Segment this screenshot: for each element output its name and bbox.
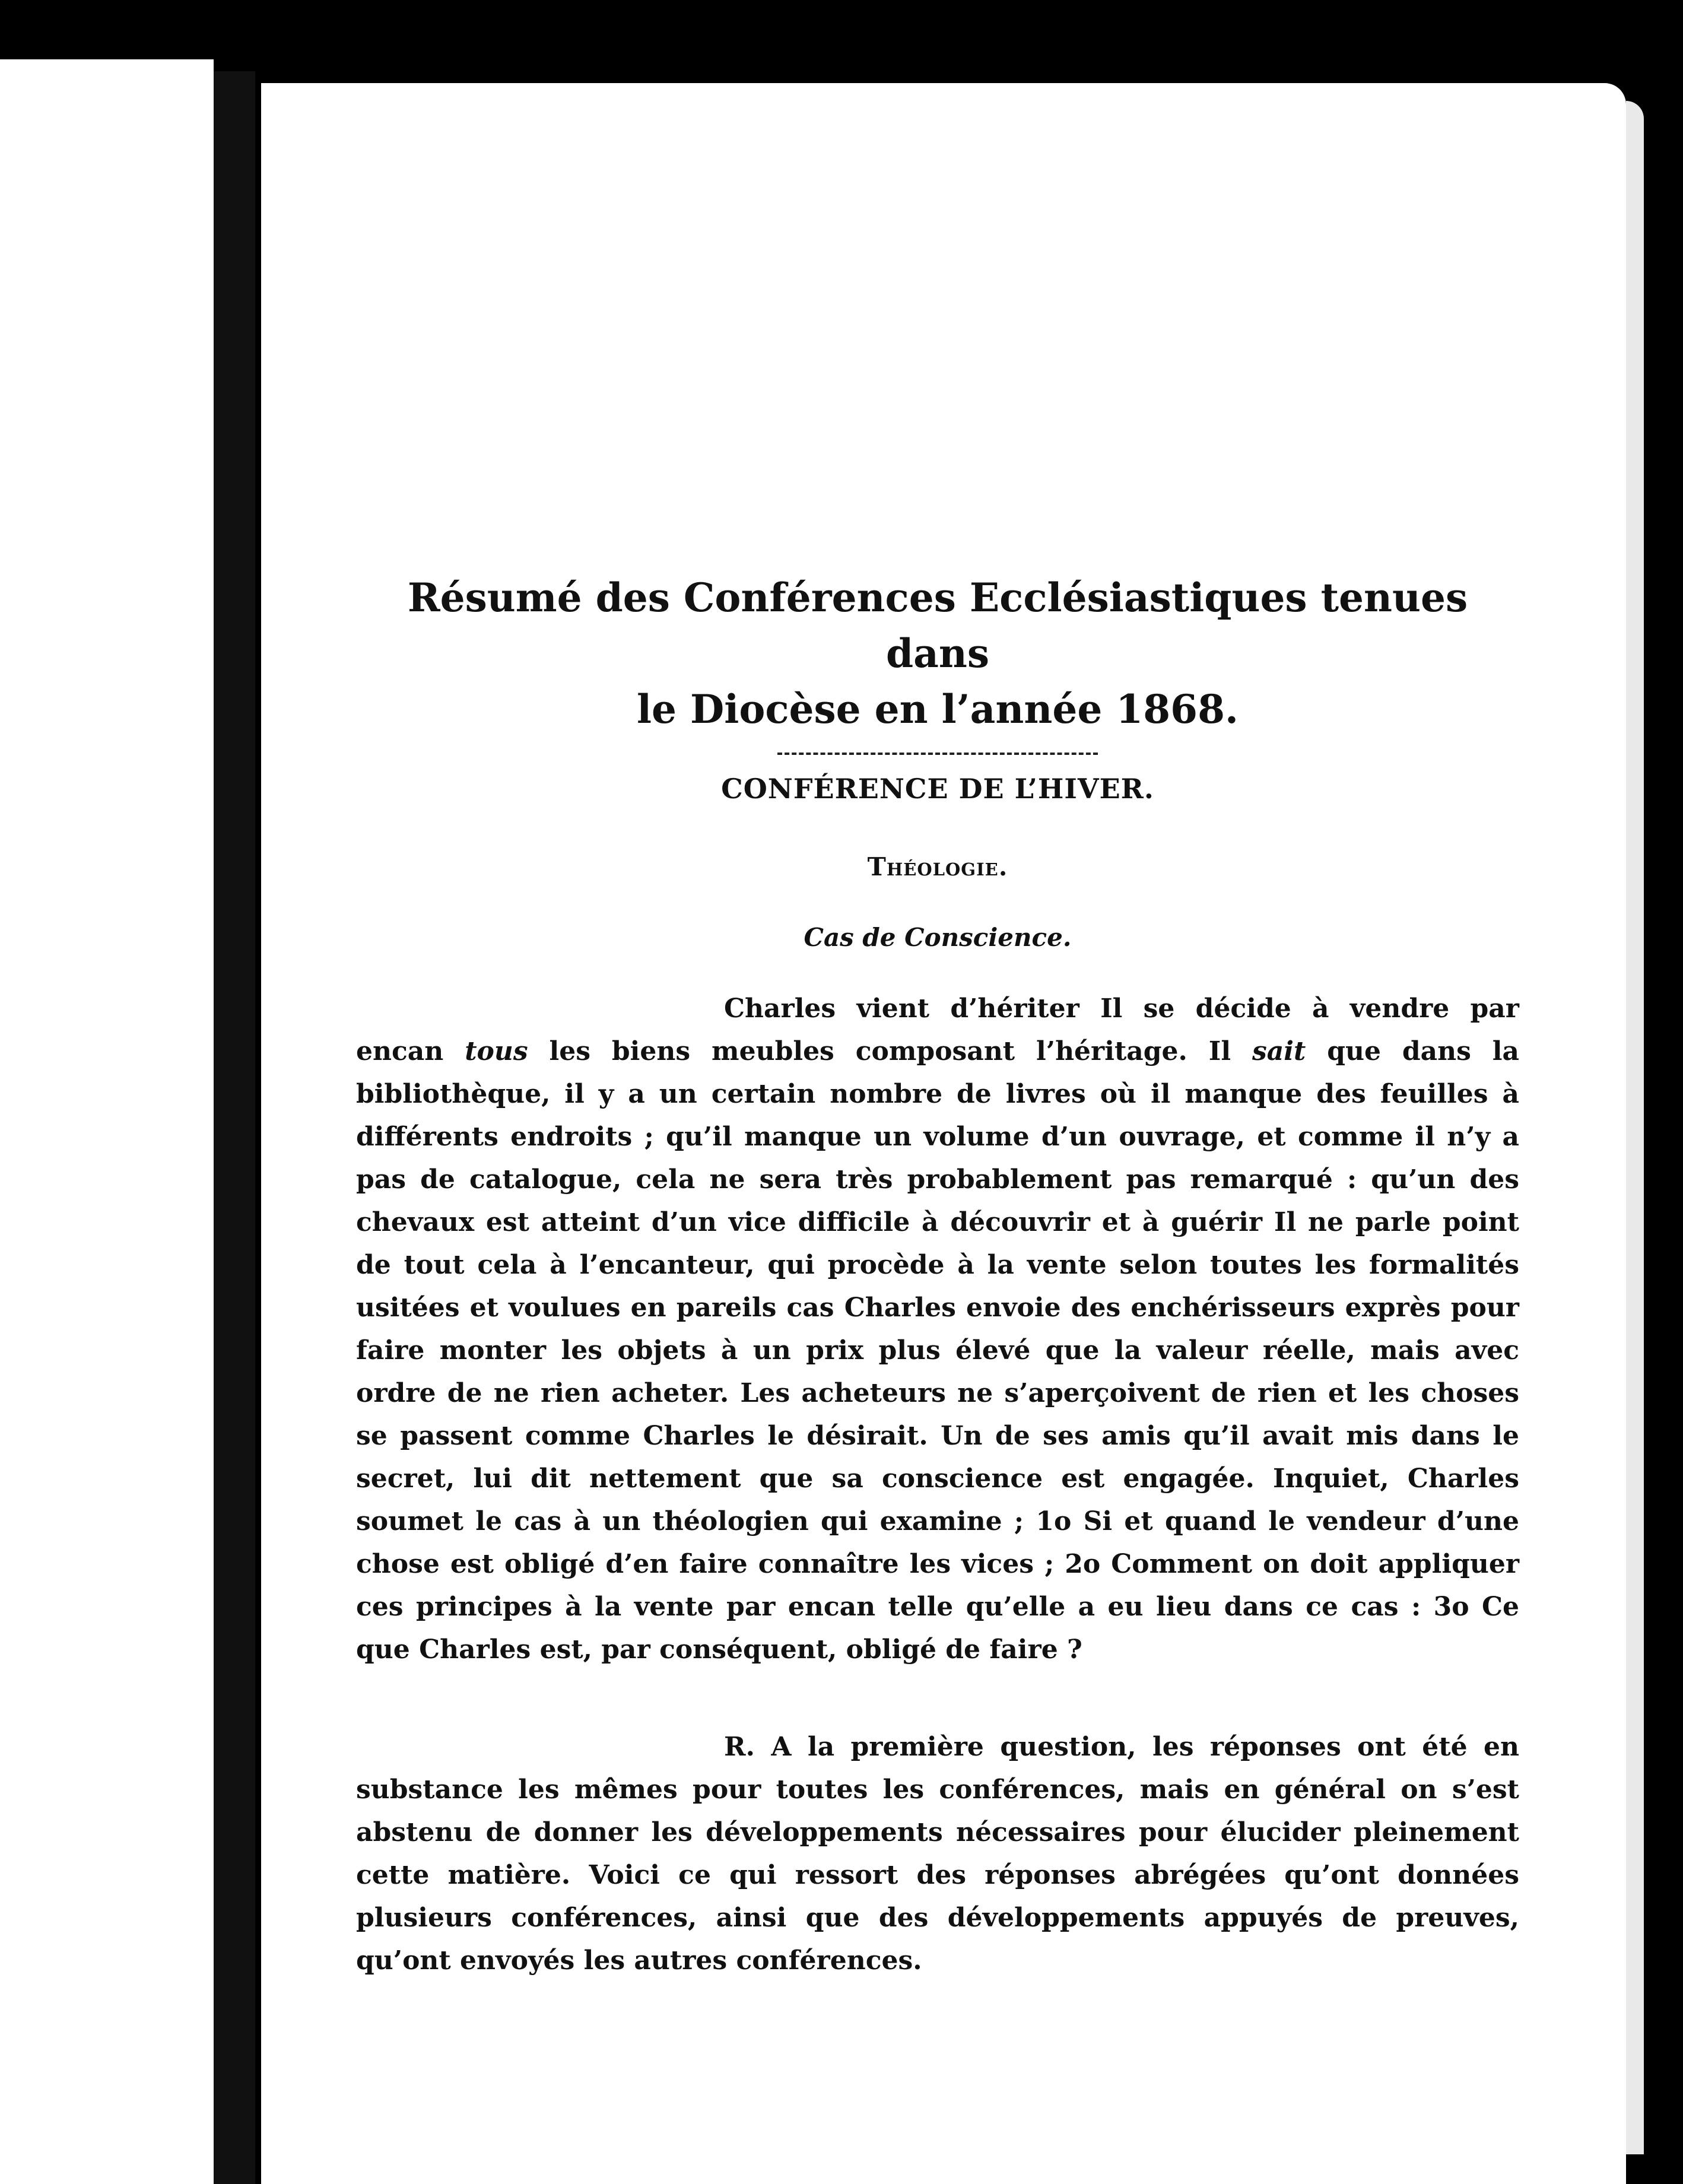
question-text-1: Charles vient d’hériter Il se décide à vendre par encan [356,993,1519,1066]
conference-heading: CONFÉRENCE DE L’HIVER. [721,773,1154,805]
title-line-2: le Diocèse en l’année 1868. [636,686,1239,732]
title-line-1: Résumé des Conférences Ecclésiastiques tenues dans [407,574,1468,677]
question-emphasis-sait: sait [1252,1036,1306,1066]
page-edge [1626,101,1644,2154]
question-text-3: que dans la bibliothèque, il y a un certain nombre de livres où il manque des feuilles à différents endroits ; qu’il manque un volume d’un ouvrage, et comme il n’y a pas de catalogue, cela ne sera très probablement pas remarqué : qu’un des chevaux est atteint d’un vice difficile à découvrir et à guérir Il ne parle point de tout cela à l’encanteur, qui procède à la vente selon toutes les formalités usitées et voulues en pareils cas Charles envoie des enchérisseurs exprès pour faire monter les objets à un prix plus élevé que la valeur réelle, mais avec ordre de ne rien acheter. Les acheteurs ne s’aperçoivent de rien et les choses se passent comme Charles le désirait. Un de ses amis qu’il avait mis dans le secret, lui dit nettement que sa conscience est engagée. Inquiet, Charles soumet le cas à un théologien qui examine ; 1o Si et quand le vendeur d’une chose est obligé d’en faire connaître les vices ; 2o Comment on doit appliquer ces principes à la vente par encan telle qu’elle a eu lieu dans ce cas : 3o Ce que Charles est, par conséquent, obligé de faire ? [356,1036,1520,1665]
question-emphasis-tous: tous [465,1036,528,1066]
section-heading: Théologie. [867,852,1008,881]
left-page-margin [0,59,214,2184]
document-title [356,570,1519,737]
question-text-2: les biens meubles composant l’héritage. Il [528,1036,1252,1066]
title-divider [777,753,1098,755]
question-paragraph [356,988,1519,1671]
answer-text: R. A la première question, les réponses ont été en substance les mêmes pour toutes les conférences, mais en général on s’est abstenu de donner les développements nécessaires pour élucider pleinement cette matière. Voici ce qui ressort des réponses abrégées qu’ont données plusieurs conférences, ainsi que des développements appuyés de preuves, qu’ont envoyés les autres conférences. [356,1732,1519,1976]
answer-paragraph [356,1726,1519,1982]
document-page [261,83,1626,2184]
case-heading: Cas de Conscience. [804,923,1072,952]
book-spine [214,71,255,2184]
page-content [356,570,1519,1982]
